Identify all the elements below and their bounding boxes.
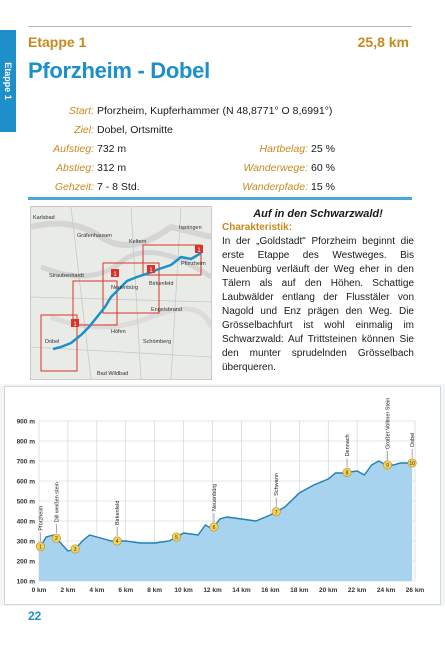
waypoint-label: Dennach [345, 434, 352, 457]
waypoint-label: Birkenfeld [115, 500, 122, 525]
x-tick-label: 12 km [203, 587, 222, 594]
waypoint-number: 3 [73, 547, 77, 553]
waypoint-label: Dill weißen stein [54, 482, 61, 523]
characteristic-heading: Auf in den Schwarzwald! [253, 208, 383, 220]
x-tick-label: 0 km [31, 587, 47, 594]
svg-text:1: 1 [113, 272, 117, 278]
start-row [36, 102, 412, 121]
waypoint-label: Schwann [274, 473, 281, 496]
y-tick-label: 900 m [16, 418, 35, 426]
y-tick-label: 400 m [16, 518, 35, 526]
waypoint-number: 4 [115, 539, 119, 545]
x-tick-label: 20 km [319, 587, 338, 594]
hard-surface [226, 140, 335, 159]
y-tick-label: 100 m [16, 578, 35, 586]
waypoint-label: Großer Vollmer Stein [385, 397, 392, 449]
time-label: Gehzeit: [54, 181, 94, 193]
overview-map [30, 206, 212, 380]
hiking-ways [226, 159, 335, 178]
map-place-pforzheim: Pforzheim [181, 261, 206, 267]
header-rule [28, 26, 412, 27]
svg-text:1: 1 [149, 268, 153, 274]
waypoint-number: 9 [386, 463, 389, 469]
map-place-ispringen: Ispringen [179, 225, 202, 231]
time-value: 7 - 8 Std. [97, 181, 140, 193]
goal-row [36, 121, 412, 140]
x-tick-label: 4 km [89, 587, 105, 594]
map-place-straubenhardt: Straubenhardt [49, 273, 84, 279]
hard-surface-label: Hartbelag: [259, 143, 308, 155]
map-place-birkenfeld: Birkenfeld [149, 281, 174, 287]
x-tick-label: 10 km [174, 587, 193, 594]
y-tick-label: 200 m [16, 558, 35, 566]
descent-label: Abstieg: [56, 162, 94, 174]
x-tick-label: 18 km [290, 587, 309, 594]
x-tick-label: 24 km [376, 587, 396, 594]
map-place-dobel: Dobel [45, 339, 60, 345]
map-place-engelsbrand: Engelsbrand [151, 307, 182, 313]
hard-surface-value: 25 % [311, 143, 335, 155]
svg-text:1: 1 [73, 322, 77, 328]
map-place-karlsbad: Karlsbad [33, 215, 55, 221]
characteristic-label: Charakteristik: [222, 222, 293, 233]
page-title: Pforzheim - Dobel [28, 58, 210, 83]
stage-distance: 25,8 km [357, 34, 409, 50]
ascent-label: Aufstieg: [53, 143, 94, 155]
x-tick-label: 8 km [147, 587, 163, 594]
hiking-paths-label: Wanderpfade: [242, 181, 308, 193]
page-number: 22 [28, 609, 42, 623]
goal-label: Ziel: [74, 124, 94, 136]
hiking-ways-value: 60 % [311, 162, 335, 174]
x-tick-label: 6 km [118, 587, 134, 594]
waypoint-number: 2 [54, 536, 58, 543]
x-tick-label: 16 km [261, 587, 280, 594]
waypoint-label: Neuenbürg [211, 483, 218, 511]
stage-label: Etappe 1 [28, 34, 87, 50]
map-place-hoefen: Höfen [111, 329, 126, 335]
map-place-neuenbuerg: Neuenbürg [111, 285, 139, 291]
map-place-graefenhausen: Gräfenhausen [77, 233, 112, 239]
y-tick-label: 500 m [16, 498, 35, 506]
hiking-paths-value: 15 % [311, 181, 335, 193]
waypoint-number: 6 [212, 525, 216, 531]
side-tab [0, 30, 16, 132]
map-place-keltern: Keltern [129, 239, 147, 245]
descent-row [36, 159, 412, 178]
map-place-bad-wildbad: Bad Wildbad [97, 371, 129, 377]
elevation-chart [5, 387, 440, 604]
side-tab-label: Etappe 1 [3, 62, 14, 100]
waypoint-number: 10 [409, 461, 415, 467]
waypoint-label: Dobel [410, 432, 417, 447]
descent-value: 312 m [97, 162, 127, 174]
x-tick-label: 14 km [232, 587, 251, 594]
start-label: Start: [68, 105, 94, 117]
waypoint-label: Pforzheim [38, 505, 45, 531]
ascent-row [36, 140, 412, 159]
y-tick-label: 600 m [16, 478, 35, 486]
map-svg [31, 207, 211, 379]
elevation-profile [4, 386, 441, 605]
waypoint-number: 8 [345, 470, 349, 477]
start-value: Pforzheim, Kupferhammer (N 48,8771° O 8,6991°) [97, 105, 333, 117]
hiking-ways-label: Wanderwege: [243, 162, 308, 174]
y-tick-label: 800 m [16, 438, 35, 446]
waypoint-number: 1 [39, 544, 42, 551]
map-place-schoemberg: Schömberg [143, 339, 172, 345]
x-tick-label: 26 km [405, 587, 425, 594]
characteristic-text: In der „Goldstadt" Pforzheim beginnt die erste Etappe des Westweges. Bis Neuenbürg verläuft der Weg eher in den Tälern als auf den Höhen. Schattige Laubwälder entlang der Flusstäler von Nagold und Enz prägen den Weg. Die Grösselbachfurt ist wohl einmalig im Schwarzwald: Auf Trittsteinen können Sie den munter sprudelnden Grösselbach überqueren. [222, 236, 414, 373]
goal-value: Dobel, Ortsmitte [97, 124, 173, 136]
y-tick-label: 700 m [16, 458, 35, 466]
svg-text:1: 1 [197, 248, 201, 254]
x-tick-label: 22 km [347, 587, 367, 594]
section-divider [28, 197, 412, 200]
x-tick-label: 2 km [60, 587, 76, 594]
time-row [36, 178, 412, 197]
hiking-paths [226, 178, 335, 197]
ascent-value: 732 m [97, 143, 127, 155]
waypoint-number: 5 [174, 535, 178, 541]
y-tick-label: 300 m [16, 538, 35, 546]
waypoint-number: 7 [274, 509, 278, 516]
stage-facts [36, 102, 412, 197]
